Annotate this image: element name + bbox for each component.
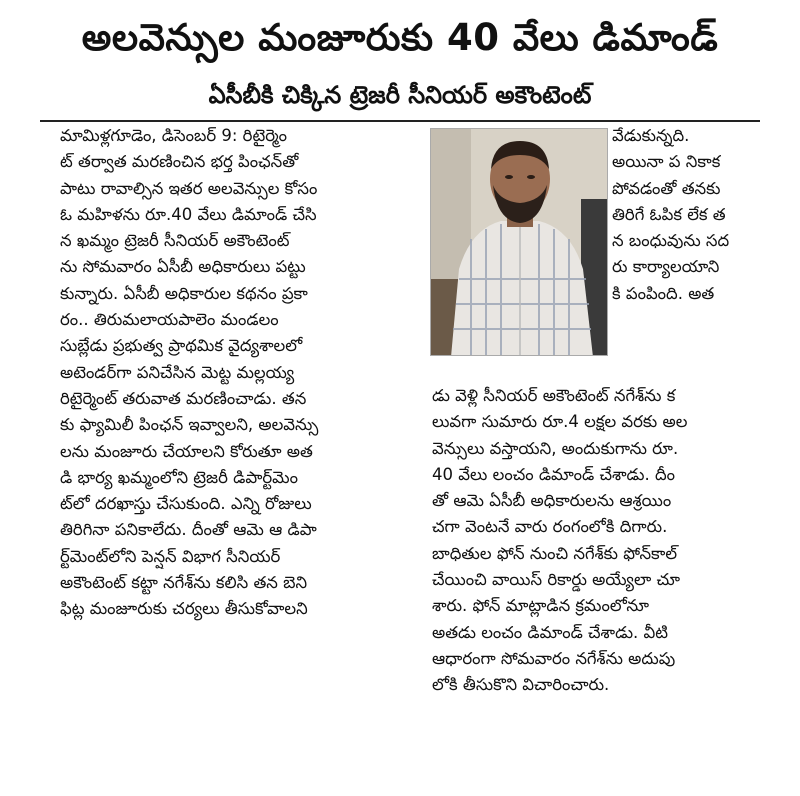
article-line: తిరిగే ఓపిక లేక త bbox=[612, 204, 726, 224]
article-line: న బంధువును సద bbox=[612, 231, 730, 251]
subheadline: ఏసీబీకి చిక్కిన ట్రెజరీ సీనియర్ అకౌంటెంట్ bbox=[208, 81, 592, 109]
article-line: వేడుకున్నది. bbox=[612, 126, 690, 145]
article-line: కు ఫ్యామిలీ పింఛన్ ఇవ్వాలని, అలవెన్సు bbox=[60, 415, 319, 435]
article-column-right-top bbox=[612, 124, 787, 308]
article-line: ఓ మహిళను రూ.40 వేలు డిమాండ్ చేసి bbox=[60, 204, 317, 224]
article-line: న ఖమ్మం ట్రెజరీ సీనియర్ అకౌంటెంట్ bbox=[60, 231, 290, 251]
article-line: రు కార్యాలయాని bbox=[612, 257, 720, 277]
article-line: అయినా ప నికాక bbox=[612, 152, 721, 172]
article-column-left bbox=[60, 124, 405, 624]
article-line: డి భార్య ఖమ్మంలోని ట్రెజరీ డిపార్ట్‌మెం bbox=[60, 467, 298, 487]
article-line: మామిళ్లగూడెం, డిసెంబర్ 9: రిటైర్మెం bbox=[60, 126, 288, 145]
article-line: డు వెళ్లి సీనియర్ అకౌంటెంట్ నగేశ్‌ను క bbox=[432, 386, 676, 405]
article-line: ఫిట్ల మంజూరుకు చర్యలు తీసుకోవాలని bbox=[60, 599, 308, 619]
article-line: 40 వేలు లంచం డిమాండ్ చేశాడు. దీం bbox=[432, 464, 675, 484]
article-line: శారు. ఫోన్ మాట్లాడిన క్రమంలోనూ bbox=[432, 596, 649, 616]
person-photo-icon bbox=[431, 129, 608, 356]
article-line: బాధితుల ఫోన్ నుంచి నగేశ్‌కు ఫోన్‌కాల్ bbox=[432, 543, 678, 563]
headline: అలవెన్సుల మంజూరుకు 40 వేలు డిమాండ్ bbox=[81, 16, 719, 59]
article-line: అకౌంటెంట్ కట్టా నగేశ్‌ను కలిసి తన బెని bbox=[60, 573, 308, 593]
article-line: లోకి తీసుకొని విచారించారు. bbox=[432, 675, 610, 695]
article-line: పాటు రావాల్సిన ఇతర అలవెన్సుల కోసం bbox=[60, 178, 318, 198]
accused-photo bbox=[430, 128, 608, 356]
article-line: చేయించి వాయిస్ రికార్డు అయ్యేలా చూ bbox=[432, 570, 681, 590]
article-line: ఆధారంగా సోమవారం నగేశ్‌ను అదుపు bbox=[432, 648, 676, 668]
article-line: ర్ట్‌మెంట్‌లోని పెన్షన్ విభాగ సీనియర్ bbox=[60, 546, 281, 566]
divider-rule bbox=[40, 120, 760, 122]
article-line: తో ఆమె ఏసీబీ అధికారులను ఆశ్రయిం bbox=[432, 491, 672, 511]
article-line: ను సోమవారం ఏసీబీ అధికారులు పట్టు bbox=[60, 257, 306, 277]
article-line: వెన్సులు వస్తాయని, అందుకుగాను రూ. bbox=[432, 438, 679, 458]
article-line: రం.. తిరుమలాయపాలెం మండలం bbox=[60, 310, 279, 330]
article-line: ట్ తర్వాత మరణించిన భర్త పింఛన్‌తో bbox=[60, 152, 299, 172]
article-line: అటెండర్‌గా పనిచేసిన మెట్ట మల్లయ్య bbox=[60, 362, 295, 382]
article-line: తిరిగినా పనికాలేదు. దీంతో ఆమె ఆ డిపా bbox=[60, 520, 317, 540]
article-line: కి పంపింది. అత bbox=[612, 283, 715, 303]
article-line: కున్నారు. ఏసీబీ అధికారుల కథనం ప్రకా bbox=[60, 283, 308, 303]
article-line: లువగా సుమారు రూ.4 లక్షల వరకు అల bbox=[432, 412, 688, 432]
article-line: చగా వెంటనే వారు రంగంలోకి దిగారు. bbox=[432, 517, 668, 537]
article-line: లను మంజూరు చేయాలని కోరుతూ అత bbox=[60, 441, 313, 461]
article-line: అతడు లంచం డిమాండ్ చేశాడు. వీటి bbox=[432, 622, 668, 642]
article-line: రిటైర్మెంట్ తరువాత మరణించాడు. తన bbox=[60, 388, 307, 408]
article-line: ట్‌లో దరఖాస్తు చేసుకుంది. ఎన్ని రోజులు bbox=[60, 494, 312, 514]
article-column-right bbox=[432, 384, 787, 700]
article-line: పోవడంతో తనకు bbox=[612, 178, 721, 198]
article-line: సుబ్లేడు ప్రభుత్వ ప్రాథమిక వైద్యశాలలో bbox=[60, 336, 303, 356]
